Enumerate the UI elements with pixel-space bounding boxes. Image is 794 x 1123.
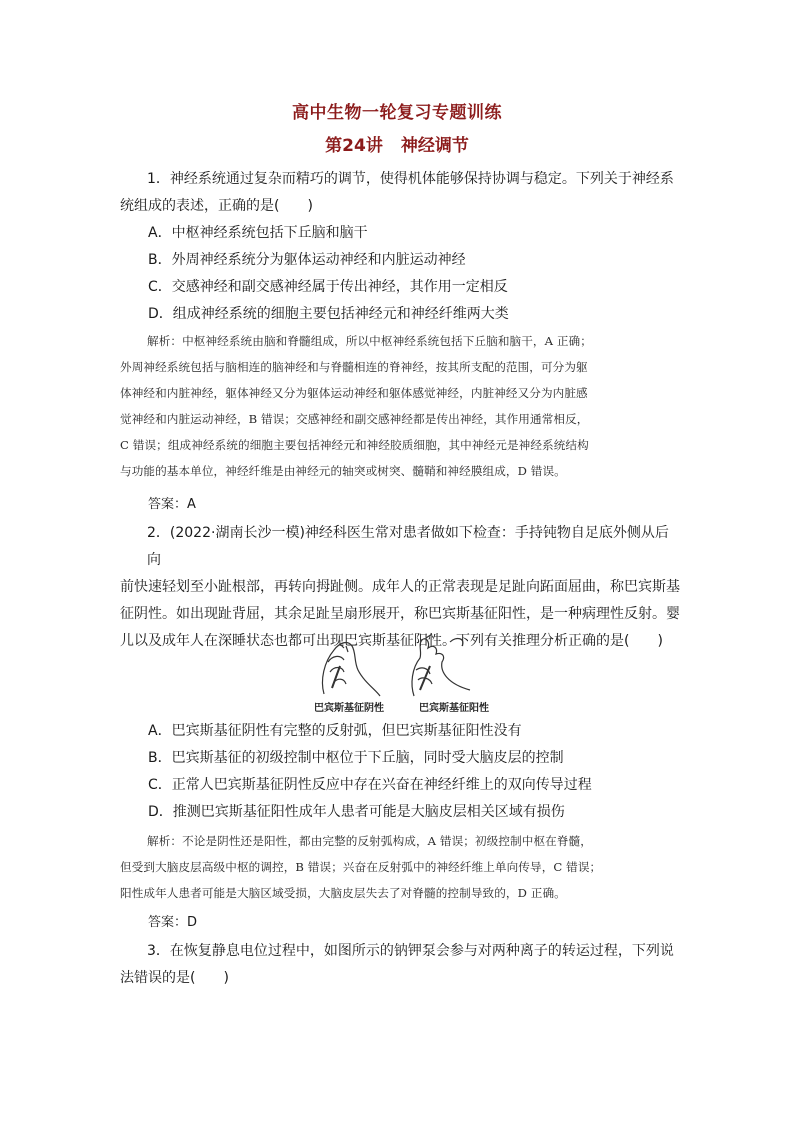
question-1-stem	[120, 166, 680, 220]
explanation-line: 体神经和内脏神经，躯体神经又分为躯体运动神经和躯体感觉神经，内脏神经又分为内脏感	[120, 386, 588, 400]
question-3-stem	[120, 938, 680, 992]
question-2-option-b: B．巴宾斯基征的初级控制中枢位于下丘脑，同时受大脑皮层的控制	[148, 750, 564, 766]
question-2-stem-line: 2．(2022·湖南长沙一模)神经科医生常对患者做如下检查：手持钝物自足底外侧从后向	[147, 525, 669, 568]
explanation-line: 与功能的基本单位，神经纤维是由神经元的轴突或树突、髓鞘和神经膜组成，D 错误。	[120, 464, 566, 478]
question-1-option-b: B．外周神经系统分为躯体运动神经和内脏运动神经	[148, 252, 466, 268]
question-2-stem-line: 前快速轻划至小趾根部，再转向拇趾侧。成年人的正常表现是足趾向跖面屈曲，称巴宾斯基	[120, 579, 680, 595]
question-2-stem-line: 征阴性。如出现趾背屈，其余足趾呈扇形展开，称巴宾斯基征阳性，是一种病理性反射。婴	[120, 606, 680, 622]
explanation-line: 解析：不论是阴性还是阳性，都由完整的反射弧构成，A 错误；初级控制中枢在脊髓，	[147, 834, 592, 848]
question-1-stem-line: 1．神经系统通过复杂而精巧的调节，使得机体能够保持协调与稳定。下列关于神经系	[147, 171, 674, 187]
question-1-stem-line: 统组成的表述，正确的是( )	[120, 198, 313, 214]
explanation-line: 外周神经系统包括与脑相连的脑神经和与脊髓相连的脊神经，按其所支配的范围，可分为躯	[120, 360, 588, 374]
question-2-explanation	[120, 828, 680, 906]
babinski-negative-foot	[322, 643, 380, 696]
document-title: 高中生物一轮复习专题训练	[292, 103, 502, 123]
explanation-line: C 错误；组成神经系统的细胞主要包括神经元和神经胶质细胞，其中神经元是神经系统结构	[120, 438, 589, 452]
question-2-option-c: C．正常人巴宾斯基征阴性反应中存在兴奋在神经纤维上的双向传导过程	[148, 777, 592, 793]
question-1-option-d: D．组成神经系统的细胞主要包括神经元和神经纤维两大类	[148, 306, 509, 322]
lecture-number: 第24讲	[325, 136, 383, 156]
question-2-stem-line: 儿以及成年人在深睡状态也都可出现巴宾斯基征阳性。下列有关推理分析正确的是( )	[120, 633, 663, 649]
explanation-line: 解析：中枢神经系统由脑和脊髓组成，所以中枢神经系统包括下丘脑和脑干，A 正确；	[147, 334, 592, 348]
question-1-answer: 答案：A	[148, 497, 196, 512]
explanation-line: 但受到大脑皮层高级中枢的调控，B 错误；兴奋在反射弧中的神经纤维上单向传导，C 错误；	[120, 860, 602, 874]
figure-caption-negative: 巴宾斯基征阴性	[314, 703, 384, 714]
question-3-stem-line: 法错误的是( )	[120, 970, 229, 986]
figure-caption-positive: 巴宾斯基征阳性	[419, 703, 489, 714]
question-2-option-a: A．巴宾斯基征阴性有完整的反射弧，但巴宾斯基征阳性没有	[148, 723, 522, 739]
question-3-stem-line: 3．在恢复静息电位过程中，如图所示的钠钾泵会参与对两种离子的转运过程，下列说	[147, 943, 674, 959]
explanation-line: 阳性成年人患者可能是大脑区域受损，大脑皮层失去了对脊髓的控制导致的，D 正确。	[120, 886, 566, 900]
babinski-positive-foot	[412, 634, 470, 696]
lecture-topic: 神经调节	[400, 136, 469, 156]
question-1-explanation	[120, 328, 680, 484]
lecture-heading	[0, 131, 794, 156]
question-1-option-a: A．中枢神经系统包括下丘脑和脑干	[148, 225, 368, 241]
question-2-option-d: D．推测巴宾斯基征阳性成年人患者可能是大脑皮层相关区域有损伤	[148, 804, 565, 820]
explanation-line: 觉神经和内脏运动神经，B 错误；交感神经和副交感神经都是传出神经，其作用通常相反，	[120, 412, 589, 426]
question-2-answer: 答案：D	[148, 915, 198, 930]
question-1-option-c: C．交感神经和副交感神经属于传出神经，其作用一定相反	[148, 279, 508, 295]
